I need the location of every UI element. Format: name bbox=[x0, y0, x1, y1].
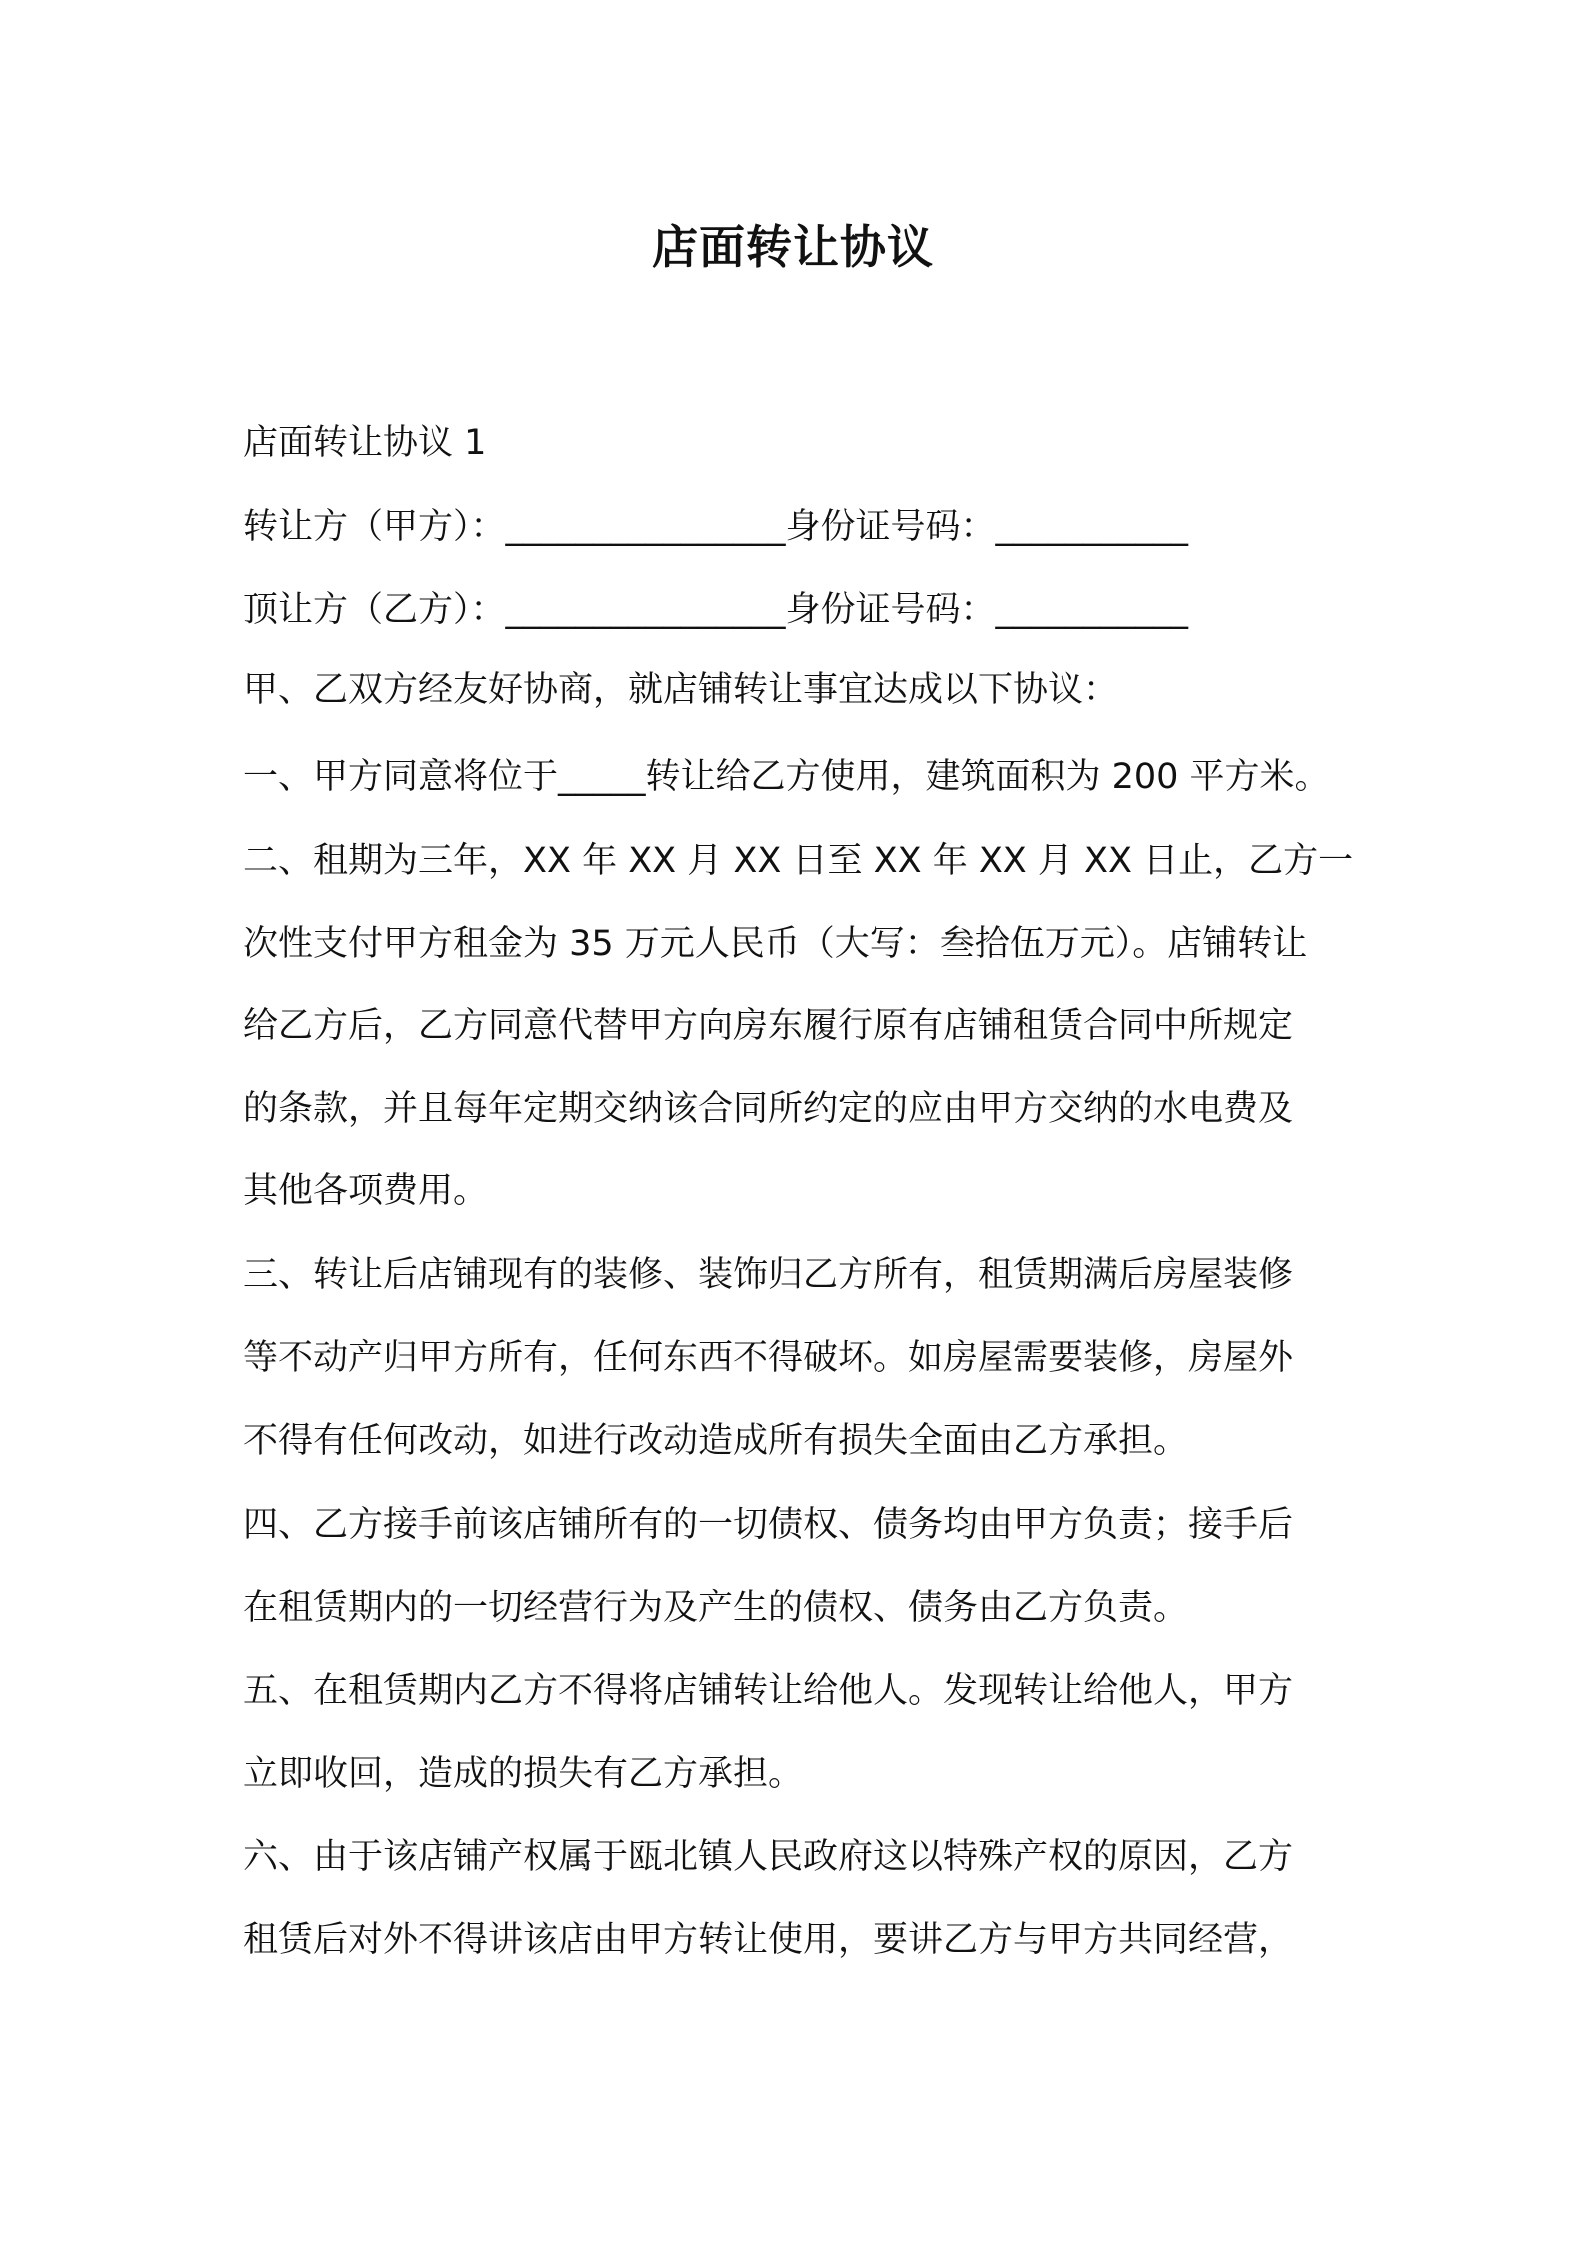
clause-5-line-2: 立即收回，造成的损失有乙方承担。 bbox=[243, 1754, 804, 1794]
clause-5-line-1: 五、在租赁期内乙方不得将店铺转让给他人。发现转让给他人，甲方 bbox=[243, 1671, 1294, 1711]
clause-6-line-1: 六、由于该店铺产权属于瓯北镇人民政府这以特殊产权的原因，乙方 bbox=[243, 1837, 1294, 1877]
intro-paragraph: 甲、乙双方经友好协商，就店铺转让事宜达成以下协议： bbox=[243, 670, 1119, 710]
clause-2-line-5: 其他各项费用。 bbox=[243, 1171, 489, 1211]
transferor-line: 转让方（甲方）：________________身份证号码：___________ bbox=[243, 507, 1189, 547]
clause-2-line-3: 给乙方后，乙方同意代替甲方向房东履行原有店铺租赁合同中所规定 bbox=[243, 1006, 1294, 1046]
transferee-line: 顶让方（乙方）：________________身份证号码：___________ bbox=[243, 590, 1189, 630]
clause-6-line-2: 租赁后对外不得讲该店由甲方转让使用，要讲乙方与甲方共同经营， bbox=[243, 1920, 1294, 1960]
clause-2-line-1: 二、租期为三年，XX 年 XX 月 XX 日至 XX 年 XX 月 XX 日止，乙方一 bbox=[243, 841, 1354, 881]
clause-3-line-3: 不得有任何改动，如进行改动造成所有损失全面由乙方承担。 bbox=[243, 1421, 1189, 1461]
document-title: 店面转让协议 bbox=[652, 220, 934, 274]
clause-4-line-1: 四、乙方接手前该店铺所有的一切债权、债务均由甲方负责；接手后 bbox=[243, 1505, 1294, 1545]
clause-1-line: 一、甲方同意将位于_____转让给乙方使用，建筑面积为 200 平方米。 bbox=[243, 757, 1330, 797]
clause-2-line-4: 的条款，并且每年定期交纳该合同所约定的应由甲方交纳的水电费及 bbox=[243, 1089, 1294, 1129]
clause-3-line-2: 等不动产归甲方所有，任何东西不得破坏。如房屋需要装修，房屋外 bbox=[243, 1338, 1294, 1378]
agreement-subtitle: 店面转让协议 1 bbox=[243, 423, 487, 463]
clause-3-line-1: 三、转让后店铺现有的装修、装饰归乙方所有，租赁期满后房屋装修 bbox=[243, 1255, 1294, 1295]
clause-4-line-2: 在租赁期内的一切经营行为及产生的债权、债务由乙方负责。 bbox=[243, 1588, 1189, 1628]
clause-2-line-2: 次性支付甲方租金为 35 万元人民币（大写：叁拾伍万元）。店铺转让 bbox=[243, 924, 1308, 964]
